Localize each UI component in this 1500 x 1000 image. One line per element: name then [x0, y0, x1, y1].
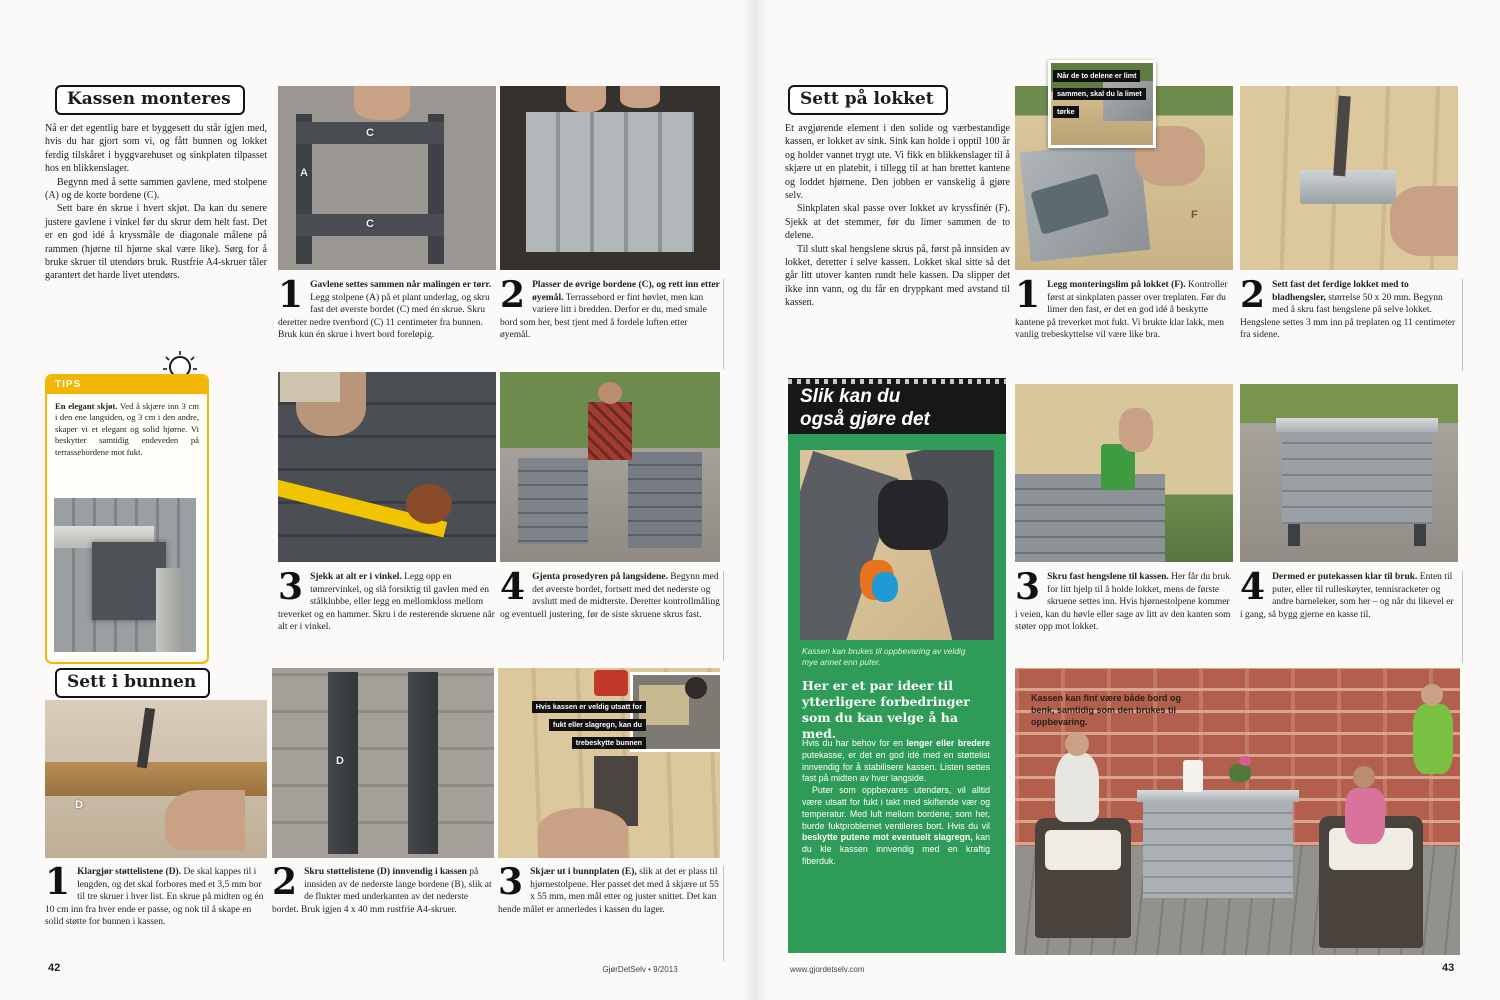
girl-head	[1353, 766, 1375, 788]
tips-box	[45, 374, 209, 664]
sidebar-title-line1: Slik kan du	[800, 386, 901, 407]
step-lead: Gavlene settes sammen når malingen er tørr.	[310, 280, 492, 290]
flowers	[1239, 756, 1251, 766]
cushion-left	[1045, 830, 1121, 870]
photo-step3-level-check	[278, 372, 496, 562]
box-wall-left	[800, 451, 899, 640]
step-3-lokket	[1015, 566, 1233, 663]
step-2-monteres	[500, 274, 720, 369]
sidebar-slik-kan-du	[788, 378, 1006, 953]
inset-caption-overlay	[1053, 65, 1149, 119]
label-d: D	[75, 799, 83, 811]
step-number: 2	[272, 861, 298, 903]
intro-paragraph: Til slutt skal hengslene skrus på, først på innsiden av lokket, deretter i selve kassen. Lokket skal sitte så det går litt utover kanten rundt hele kassen. Da slipper det ikke inn vann, og du får en dryppkant med avstand til kassen.	[785, 243, 1010, 309]
sleeve	[280, 372, 340, 402]
footer-left: GjørDetSelv • 9/2013	[602, 965, 678, 974]
boy-figure	[1055, 752, 1099, 822]
photo-lokket-step3-hinge-to-box	[1015, 384, 1233, 562]
sidebar-heading: Her er et par ideer til ytterligere forbedringer som du kan velge å ha med.	[802, 678, 970, 741]
hand	[538, 808, 628, 858]
step-text: Begynn med det øverste bordet, fortsett med det nederste og avslutt med de midterste. Deretter kontrollmåling og eventuell justering, før de siste skruene skrus fast.	[500, 572, 720, 620]
thumb-hand	[1390, 186, 1458, 256]
inset-person	[685, 677, 707, 699]
photo-caption-overlay	[528, 696, 646, 750]
hand	[566, 86, 606, 112]
step-2-bunnen	[272, 861, 494, 966]
head	[598, 382, 622, 404]
footer-right: www.gjordetselv.com	[790, 965, 865, 974]
mallet-head	[406, 484, 452, 524]
column-rule	[723, 571, 724, 661]
intro-paragraph: Begynn med å sette sammen gavlene, med stolpene (A) og de korte bordene (C).	[45, 176, 267, 202]
step-number: 3	[278, 566, 304, 608]
step-lead: Skru fast hengslene til kassen.	[1047, 572, 1169, 582]
film-strip-decoration	[788, 379, 1006, 384]
intro-text-lokket	[785, 122, 1010, 310]
label-c-bottom: C	[366, 218, 374, 230]
bold-text: beskytte putene mot eventuelt slagregn,	[802, 832, 973, 843]
bold-text: lenger eller bredere	[906, 738, 990, 748]
box-side-left	[518, 458, 588, 544]
kid-head	[1421, 684, 1443, 706]
page-fold	[742, 0, 768, 1000]
step-number: 2	[500, 274, 526, 316]
step-number: 2	[1240, 274, 1266, 316]
label-d: D	[336, 755, 344, 767]
support-list-right	[408, 672, 438, 854]
step-lead: Plasser de øvrige bordene (C), og rett inn etter øyemål.	[532, 280, 720, 303]
text: Hvis du har behov for en	[802, 738, 907, 748]
page-number-left: 42	[48, 962, 61, 974]
step-lead: Skjær ut i bunnplaten (E),	[530, 867, 637, 877]
step-number: 3	[1015, 566, 1041, 608]
photo-inset-glued-parts	[1048, 60, 1156, 148]
step-number: 1	[278, 274, 304, 316]
step-text: Kontroller først at sinkplaten passer over treplaten. Før du limer den fast, er det en god idé å beskytte kantene på treverket mot fukt. Vi brukte klar lakk, men vanlig trebeskyttelse vil være like bra.	[1015, 280, 1228, 341]
hand	[165, 790, 245, 850]
box-leg	[1414, 524, 1426, 546]
sidebar-body	[802, 738, 990, 868]
step-text: Her får du bruk for litt hjelp til å holde lokket, mens de første skruene settes inn. Hvis hjørnestolpene kommer i veien, kan du høvle eller sage av litt av den kanten som støter opp mot lokket.	[1015, 572, 1231, 633]
intro-text-monteres	[45, 122, 267, 283]
intro-paragraph: Et avgjørende element i den solide og værbestandige kassen, er lokket av sink. Sink kan holde i opptil 100 år og holder vannet trygt ute. Vi fikk en blikkenslager til å skjære ut en platebit, i tillegg til at han brettet kantene og loddet hjørnene. Den jobben er vanskelig å gjøre selv.	[785, 123, 1010, 202]
step-2-lokket	[1240, 274, 1458, 371]
step-lead: Gjenta prosedyren på langsidene.	[532, 572, 668, 582]
step-number: 1	[45, 861, 71, 903]
dark-corner-post	[92, 542, 166, 620]
hand	[620, 86, 660, 108]
photo-bunnen-step1-drilling	[45, 700, 267, 858]
step-text: Legg stolpene (A) på et plant underlag, og skru fast det øverste bordet (C) med én skrue. Skru deretter nedre tverrbord (C) 11 centimeter fra bunnen. Bruk kun én skrue i hvert bord foreløpig.	[278, 292, 490, 341]
step-lead: Klargjør støttelistene (D).	[77, 867, 182, 877]
blade-hinge	[1300, 170, 1396, 204]
step-lead: Skru støttelistene (D) innvendig i kassen	[304, 867, 467, 877]
sidebar-photo-caption: Kassen kan brukes til oppbevaring av veldig mye annet enn puter.	[802, 646, 966, 667]
zinc-lid-table	[1137, 790, 1299, 802]
kid-on-wall	[1413, 704, 1453, 774]
photo-box-with-toys	[800, 450, 994, 640]
column-rule	[723, 279, 724, 369]
sidebar-paragraph	[802, 785, 990, 868]
photo-elegant-joint	[54, 498, 196, 652]
boy-head	[1065, 732, 1089, 756]
step-lead: Dermed er putekassen klar til bruk.	[1272, 572, 1418, 582]
step-number: 3	[498, 861, 524, 903]
step-3-monteres	[278, 566, 496, 661]
red-clamp	[594, 670, 628, 696]
patio-caption: Kassen kan fint være både bord og benk, samtidig som den brukes til oppbevaring.	[1031, 693, 1182, 727]
sidebar-title	[800, 385, 930, 431]
photo-step1-gavl-frame	[278, 86, 496, 270]
step-4-lokket	[1240, 566, 1458, 663]
step-lead: Sjekk at alt er i vinkel.	[310, 572, 402, 582]
step-text: Legg opp en tømrervinkel, og slå forsiktig til gavlen med en stålklubbe, eller legg en mellomkloss mellom treverket og en hammer. Skru i de resterende skruene når alt er i vinkel.	[278, 572, 495, 633]
step-1-lokket	[1015, 274, 1233, 371]
step-lead: Legg monteringslim på lokket (F).	[1047, 280, 1186, 290]
photo-bunnen-step2-lists	[272, 668, 494, 858]
intro-paragraph: Sinkplaten skal passe over lokket av kryssfinér (F). Sjekk at det stemmer, før du limer sammen de to delene.	[785, 203, 1010, 242]
finished-box-body	[1282, 428, 1432, 524]
tips-text	[47, 394, 207, 458]
intro-paragraph: Sett bare én skrue i hvert skjøt. Da kan du senere justere gavlene i vinkel før du skrur dem helt fast. Det er en god idé å kryssmåle de diagonale målene på rammen (hjørne til hjørne skal være like). Sørg for å bruke skruer til utendørs bruk. Rustfrie A4-skruer tåler garantert det harde livet utendørs.	[45, 203, 267, 282]
step-text: Terrassebord er fint høvlet, men kan variere litt i bredden. Derfor er du, med smale bord som her, best tjent med å fordele luften etter øyemål.	[500, 292, 707, 341]
box-side	[1015, 474, 1165, 562]
step-text: De skal kappes til i lengden, og det skal forbores med et 3,5 mm bor til tre skruer i hver list. En skrue på midten og én 10 cm inn fra hver ende er passe, og nok til å skape en solid støtte for bunnen i kassen.	[45, 867, 264, 928]
section-title-sett-pa-lokket: Sett på lokket	[788, 85, 948, 115]
step-number: 4	[1240, 566, 1266, 608]
intro-paragraph: Nå er det egentlig bare et byggesett du står igjen med, hvis du har gjort som vi, og fått bunnen og lokket ferdig tilskåret i byggvarehuset og sinkplaten tilpasset hos en blikkenslager.	[45, 123, 267, 175]
section-title-kassen-monteres: Kassen monteres	[55, 85, 245, 115]
column-rule	[1462, 571, 1463, 663]
sidebar-header-band	[788, 378, 1006, 434]
roller-skates	[878, 480, 948, 550]
caption-text: Hvis kassen er veldig utsatt for fukt eller slagregn, kan du trebeskytte bunnen	[532, 701, 646, 749]
screwdriver	[1333, 96, 1351, 177]
label-a: A	[300, 167, 308, 179]
screwdriver-bit	[137, 708, 155, 769]
hands	[354, 86, 410, 120]
step-text: Enten til puter, eller til rulleskøyter, tennisracketer og andre barneleker, som her – og når du likevel er i gang, så bygg gjerne en kasse til.	[1240, 572, 1454, 620]
step-3-bunnen	[498, 861, 720, 966]
tips-lead: En elegant skjøt.	[55, 401, 118, 411]
column-rule	[1462, 279, 1463, 371]
white-pitcher	[1183, 760, 1203, 792]
label-f: F	[1191, 209, 1198, 221]
sidebar-paragraph	[802, 738, 990, 785]
photo-step4-assembling-sides	[500, 372, 720, 562]
step-lead: Sett fast det ferdige lokket med to bladhengsler,	[1272, 280, 1409, 303]
inset-box	[639, 685, 689, 725]
step-number: 1	[1015, 274, 1041, 316]
label-c-top: C	[366, 127, 374, 139]
tips-label: TIPS	[47, 376, 207, 394]
step-text: på innsiden av de nederste lange bordene (B), slik at de flukter med underkanten av det nederste bordet. Bruk igjen 4 x 40 mm rustfrie A4-skruer.	[272, 867, 492, 915]
photo-step2-boards-layout	[500, 86, 720, 270]
text: Puter som oppbevares utendørs, vil alltid være utsatt for fukt i takt med skiftende vær og temperatur. Med luft mellom bordene, som her, burde fuktproblemet ventileres bort. Hvis du vil	[802, 785, 990, 831]
photo-lokket-step4-finished-box	[1240, 384, 1458, 562]
box-side-right	[628, 452, 702, 548]
photo-bunnen-step3-cutout	[498, 668, 720, 858]
sidebar-title-line2: også gjøre det	[800, 409, 930, 430]
zinc-lid	[1276, 418, 1438, 432]
potted-plant	[1229, 764, 1251, 782]
gavl-boards	[526, 112, 694, 252]
step-1-monteres	[278, 274, 496, 369]
caption-text: Når de to delene er limt sammen, skal du la limet tørke	[1053, 70, 1146, 118]
side-board	[156, 568, 182, 652]
text: putekasse, er det en god idé med en støttelist innvendig for å stabilisere kassen. Listen settes fast på midten av hver langside.	[802, 749, 990, 784]
box-leg	[1288, 524, 1300, 546]
step-text: slik at det er plass til hjørnestolpene. Her passet det med å skjære ut 55 x 55 mm, men mål etter og juster snittet. Det kan hende målet er annerledes i kassen du lager.	[498, 867, 719, 915]
hand	[1119, 408, 1153, 452]
photo-lokket-step2-hinge-on-lid	[1240, 86, 1458, 270]
tips-body: Ved å skjære inn 3 cm i den ene langsiden, og 3 cm i den andre, skaper vi et elegant og solid hjørne. Vi beskytter samtidig endeveden på terrassebordene mot fukt.	[55, 401, 199, 457]
column-rule	[723, 866, 724, 961]
step-text: størrelse 50 x 20 mm. Begynn med å skru fast hengslene på selve lokket. Hengslene settes 3 mm inn på treplaten og 11 centimeter fra sidene.	[1240, 292, 1456, 341]
page-number-right: 43	[1442, 962, 1455, 974]
plaid-shirt-person	[588, 402, 632, 460]
blue-toy	[872, 572, 898, 602]
step-number: 4	[500, 566, 526, 608]
box-as-table	[1143, 798, 1293, 898]
photo-patio-scene	[1015, 668, 1460, 955]
section-title-sett-i-bunnen: Sett i bunnen	[55, 668, 210, 698]
step-4-monteres	[500, 566, 720, 661]
girl-figure	[1345, 788, 1385, 844]
step-1-bunnen	[45, 861, 267, 966]
text: kan du kle kassen innvendig med en kraftig fiberduk.	[802, 832, 990, 866]
